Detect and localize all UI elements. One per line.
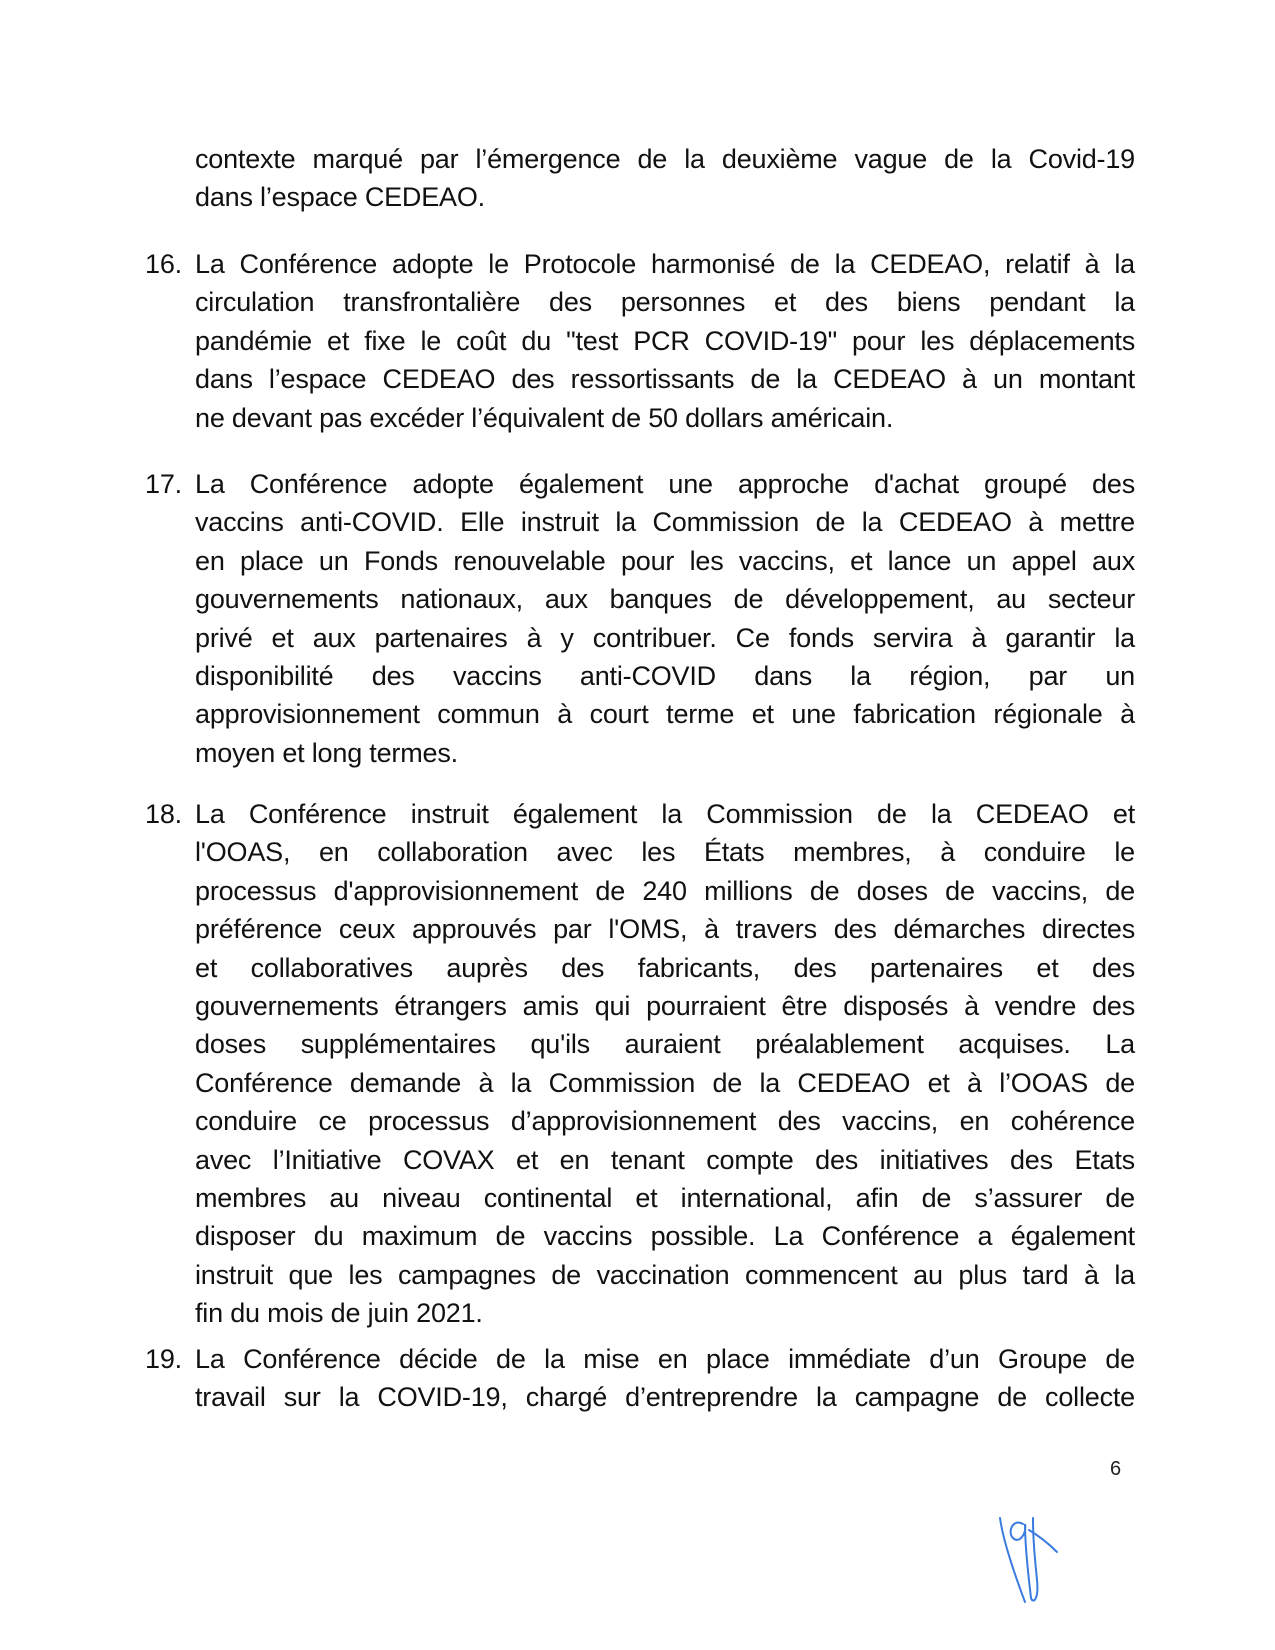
text-line: La Conférence décide de la mise en place immédiate d’un Groupe de bbox=[195, 1344, 1135, 1374]
paragraph-body bbox=[195, 465, 1135, 772]
text-line: dans l’espace CEDEAO. bbox=[195, 182, 485, 213]
text-line: travail sur la COVID-19, chargé d’entreprendre la campagne de collecte bbox=[195, 1382, 1135, 1413]
handwritten-signature-icon bbox=[995, 1510, 1075, 1605]
text-line: pandémie et fixe le coût du "test PCR COVID-19" pour les déplacements bbox=[195, 325, 1135, 356]
text-line: gouvernements nationaux, aux banques de développement, au secteur bbox=[195, 584, 1135, 615]
text-line: La Conférence instruit également la Commission de la CEDEAO et bbox=[195, 799, 1135, 829]
text-line: disponibilité des vaccins anti-COVID dans la région, par un bbox=[195, 661, 1135, 692]
paragraph-number: 18. bbox=[145, 799, 182, 829]
text-line: La Conférence adopte également une approche d'achat groupé des bbox=[195, 469, 1135, 499]
text-line: et collaboratives auprès des fabricants, des partenaires et des bbox=[195, 952, 1135, 983]
paragraph-number: 19. bbox=[145, 1344, 182, 1374]
text-line: préférence ceux approuvés par l'OMS, à travers des démarches directes bbox=[195, 914, 1135, 945]
text-line: moyen et long termes. bbox=[195, 737, 458, 768]
text-line: membres au niveau continental et international, afin de s’assurer de bbox=[195, 1183, 1135, 1214]
text-line: privé et aux partenaires à y contribuer. Ce fonds servira à garantir la bbox=[195, 622, 1135, 653]
text-line: fin du mois de juin 2021. bbox=[195, 1298, 483, 1329]
text-line: contexte marqué par l’émergence de la deuxième vague de la Covid-19 bbox=[195, 144, 1135, 174]
text-line: Conférence demande à la Commission de la CEDEAO et à l’OOAS de bbox=[195, 1067, 1135, 1098]
text-line: vaccins anti-COVID. Elle instruit la Commission de la CEDEAO à mettre bbox=[195, 507, 1135, 538]
paragraph-number: 17. bbox=[145, 469, 182, 499]
text-line: processus d'approvisionnement de 240 millions de doses de vaccins, de bbox=[195, 875, 1135, 906]
text-line: approvisionnement commun à court terme et une fabrication régionale à bbox=[195, 699, 1135, 730]
text-line: disposer du maximum de vaccins possible. La Conférence a également bbox=[195, 1221, 1135, 1252]
text-line: avec l’Initiative COVAX et en tenant compte des initiatives des Etats bbox=[195, 1144, 1135, 1175]
paragraph-number: 16. bbox=[145, 249, 182, 279]
text-line: ne devant pas excéder l’équivalent de 50 dollars américain. bbox=[195, 402, 894, 433]
text-line: dans l’espace CEDEAO des ressortissants de la CEDEAO à un montant bbox=[195, 364, 1135, 395]
text-line: l'OOAS, en collaboration avec les États membres, à conduire le bbox=[195, 837, 1135, 868]
paragraph-body bbox=[195, 1340, 1135, 1417]
page-number: 6 bbox=[1110, 1458, 1122, 1480]
text-line: La Conférence adopte le Protocole harmonisé de la CEDEAO, relatif à la bbox=[195, 249, 1135, 279]
paragraph-body bbox=[195, 245, 1135, 437]
continuation-text bbox=[195, 140, 1135, 217]
text-line: gouvernements étrangers amis qui pourraient être disposés à vendre des bbox=[195, 991, 1135, 1022]
text-line: conduire ce processus d’approvisionnement des vaccins, en cohérence bbox=[195, 1106, 1135, 1137]
text-line: en place un Fonds renouvelable pour les vaccins, et lance un appel aux bbox=[195, 545, 1135, 576]
paragraph-body bbox=[195, 795, 1135, 1333]
text-line: instruit que les campagnes de vaccination commencent au plus tard à la bbox=[195, 1259, 1135, 1290]
text-line: circulation transfrontalière des personnes et des biens pendant la bbox=[195, 287, 1135, 318]
text-line: doses supplémentaires qu'ils auraient préalablement acquises. La bbox=[195, 1029, 1135, 1060]
